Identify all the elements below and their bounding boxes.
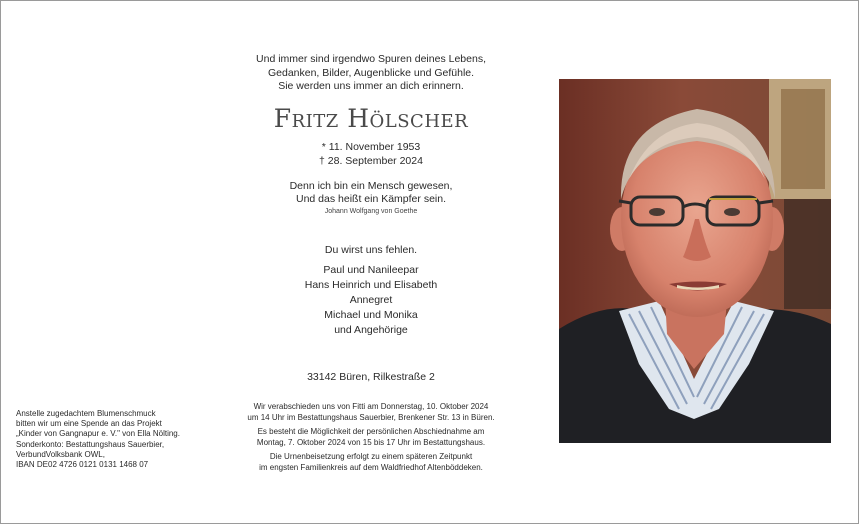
notice-viewing [230,427,512,448]
opening-verse [230,53,512,94]
notice-line: um 14 Uhr im Bestattungshaus Sauerbier, Brenkener Str. 13 in Büren. [247,412,495,422]
quote-author: Johann Wolfgang von Goethe [324,208,418,215]
verse-line: Sie werden uns immer an dich erinnern. [278,80,464,92]
mourner: Paul und Nanileepar [323,264,419,276]
donation-line: Sonderkonto: Bestattungshaus Sauerbier, [16,439,165,449]
miss-text: Du wirst uns fehlen. [324,244,418,256]
mourner: Annegret [349,294,393,306]
birth-date: * 11. November 1953 [321,141,421,153]
quote [230,180,512,218]
notice-line: Montag, 7. Oktober 2024 von 15 bis 17 Uhr im Bestattungshaus. [256,437,486,447]
mourner: Hans Heinrich und Elisabeth [304,279,438,291]
quote-line: Denn ich bin ein Mensch gewesen, [289,180,453,192]
notice-line: Es besteht die Möglichkeit der persönlichen Abschiednahme am [257,427,485,436]
donation-line: „Kinder von Gangnapur e. V." von Ella Nölting. [16,429,180,439]
portrait-illustration [559,79,831,443]
verse-line: Und immer sind irgendwo Spuren deines Lebens, [256,53,486,65]
funeral-notices [230,402,512,477]
notice-line: Wir verabschieden uns von Fitti am Donnerstag, 10. Oktober 2024 [253,402,489,411]
quote-line: Und das heißt ein Kämpfer sein. [296,193,446,205]
verse-line: Gedanken, Bilder, Augenblicke und Gefühle. [267,66,475,79]
mourner: und Angehörige [334,324,408,336]
life-dates [230,140,512,168]
donation-line: Anstelle zugedachtem Blumenschmuck [16,409,156,418]
death-date: † 28. September 2024 [319,155,423,167]
donation-line: VerbundVolksbank OWL, [16,449,105,459]
donation-line: bitten wir um eine Spende an das Projekt [16,419,162,429]
notice-line: im engsten Familienkreis auf dem Waldfriedhof Altenböddeken. [259,462,483,472]
deceased-name: Fritz Hölscher [273,104,469,133]
notice-line: Die Urnenbeisetzung erfolgt zu einem späteren Zeitpunkt [269,452,473,461]
donation-note [16,409,226,470]
portrait-photo [559,79,831,443]
donation-line: IBAN DE02 4726 0121 0131 1468 07 [16,460,149,470]
notice-burial [230,452,512,473]
notice-farewell [230,402,512,423]
mourner: Michael und Monika [324,309,418,321]
mourners-list [230,263,512,338]
address: 33142 Büren, Rilkestraße 2 [307,371,435,383]
